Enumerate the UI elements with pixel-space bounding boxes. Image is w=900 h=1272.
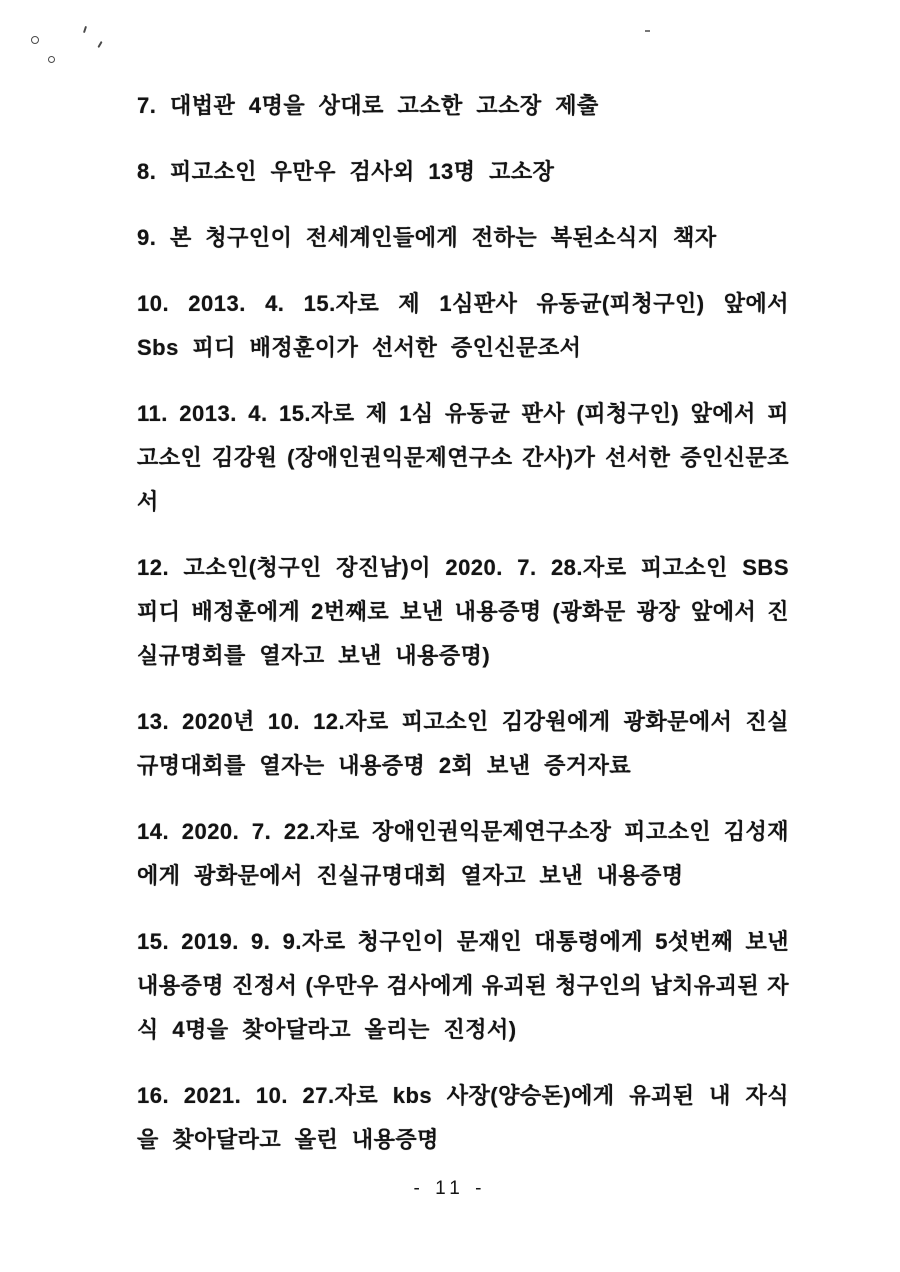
document-line: Sbs 피디 배정훈이가 선서한 증인신문조서 — [137, 335, 582, 360]
list-item — [137, 150, 789, 194]
list-item — [137, 1074, 789, 1162]
list-item — [137, 920, 789, 1052]
document-line: 9. 본 청구인이 전세계인들에게 전하는 복된소식지 책자 — [137, 225, 717, 250]
document-line: 식 4명을 찾아달라고 올리는 진정서) — [137, 1017, 517, 1042]
document-line: 10. 2013. 4. 15.자로 제 1심판사 유동균(피청구인) 앞에서 — [137, 291, 789, 316]
scan-speckle — [97, 41, 102, 48]
list-item — [137, 810, 789, 898]
list-item — [137, 546, 789, 678]
document-line: 14. 2020. 7. 22.자로 장애인권익문제연구소장 피고소인 김성재 — [137, 819, 789, 844]
list-item — [137, 700, 789, 788]
document-line: 규명대회를 열자는 내용증명 2회 보낸 증거자료 — [137, 753, 632, 778]
list-item — [137, 84, 789, 128]
list-item — [137, 282, 789, 370]
scan-speckle — [645, 30, 650, 32]
list-item — [137, 216, 789, 260]
document-line: 내용증명 진정서 (우만우 검사에게 유괴된 청구인의 납치유괴된 자 — [137, 973, 789, 998]
document-line: 15. 2019. 9. 9.자로 청구인이 문재인 대통령에게 5섯번째 보낸 — [137, 929, 789, 954]
page-number: - 11 - — [413, 1178, 487, 1199]
document-line: 을 찾아달라고 올린 내용증명 — [137, 1127, 439, 1152]
evidence-list — [137, 84, 789, 1184]
document-line: 7. 대법관 4명을 상대로 고소한 고소장 제출 — [137, 93, 599, 118]
document-line: 실규명회를 열자고 보낸 내용증명) — [137, 643, 491, 668]
document-line: 13. 2020년 10. 12.자로 피고소인 김강원에게 광화문에서 진실 — [137, 709, 789, 734]
scan-speckle — [31, 36, 39, 44]
document-line: 서 — [137, 489, 159, 514]
scan-speckle — [48, 56, 55, 63]
list-item — [137, 392, 789, 524]
scan-speckle — [83, 26, 87, 33]
document-line: 고소인 김강원 (장애인권익문제연구소 간사)가 선서한 증인신문조 — [137, 445, 789, 470]
document-line: 피디 배정훈에게 2번째로 보낸 내용증명 (광화문 광장 앞에서 진 — [137, 599, 789, 624]
document-line: 11. 2013. 4. 15.자로 제 1심 유동균 판사 (피청구인) 앞에서 피 — [137, 401, 789, 426]
document-line: 16. 2021. 10. 27.자로 kbs 사장(양승돈)에게 유괴된 내 자식 — [137, 1083, 789, 1108]
document-line: 에게 광화문에서 진실규명대회 열자고 보낸 내용증명 — [137, 863, 684, 888]
document-line: 12. 고소인(청구인 장진남)이 2020. 7. 28.자로 피고소인 SBS — [137, 555, 789, 580]
document-line: 8. 피고소인 우만우 검사외 13명 고소장 — [137, 159, 555, 184]
